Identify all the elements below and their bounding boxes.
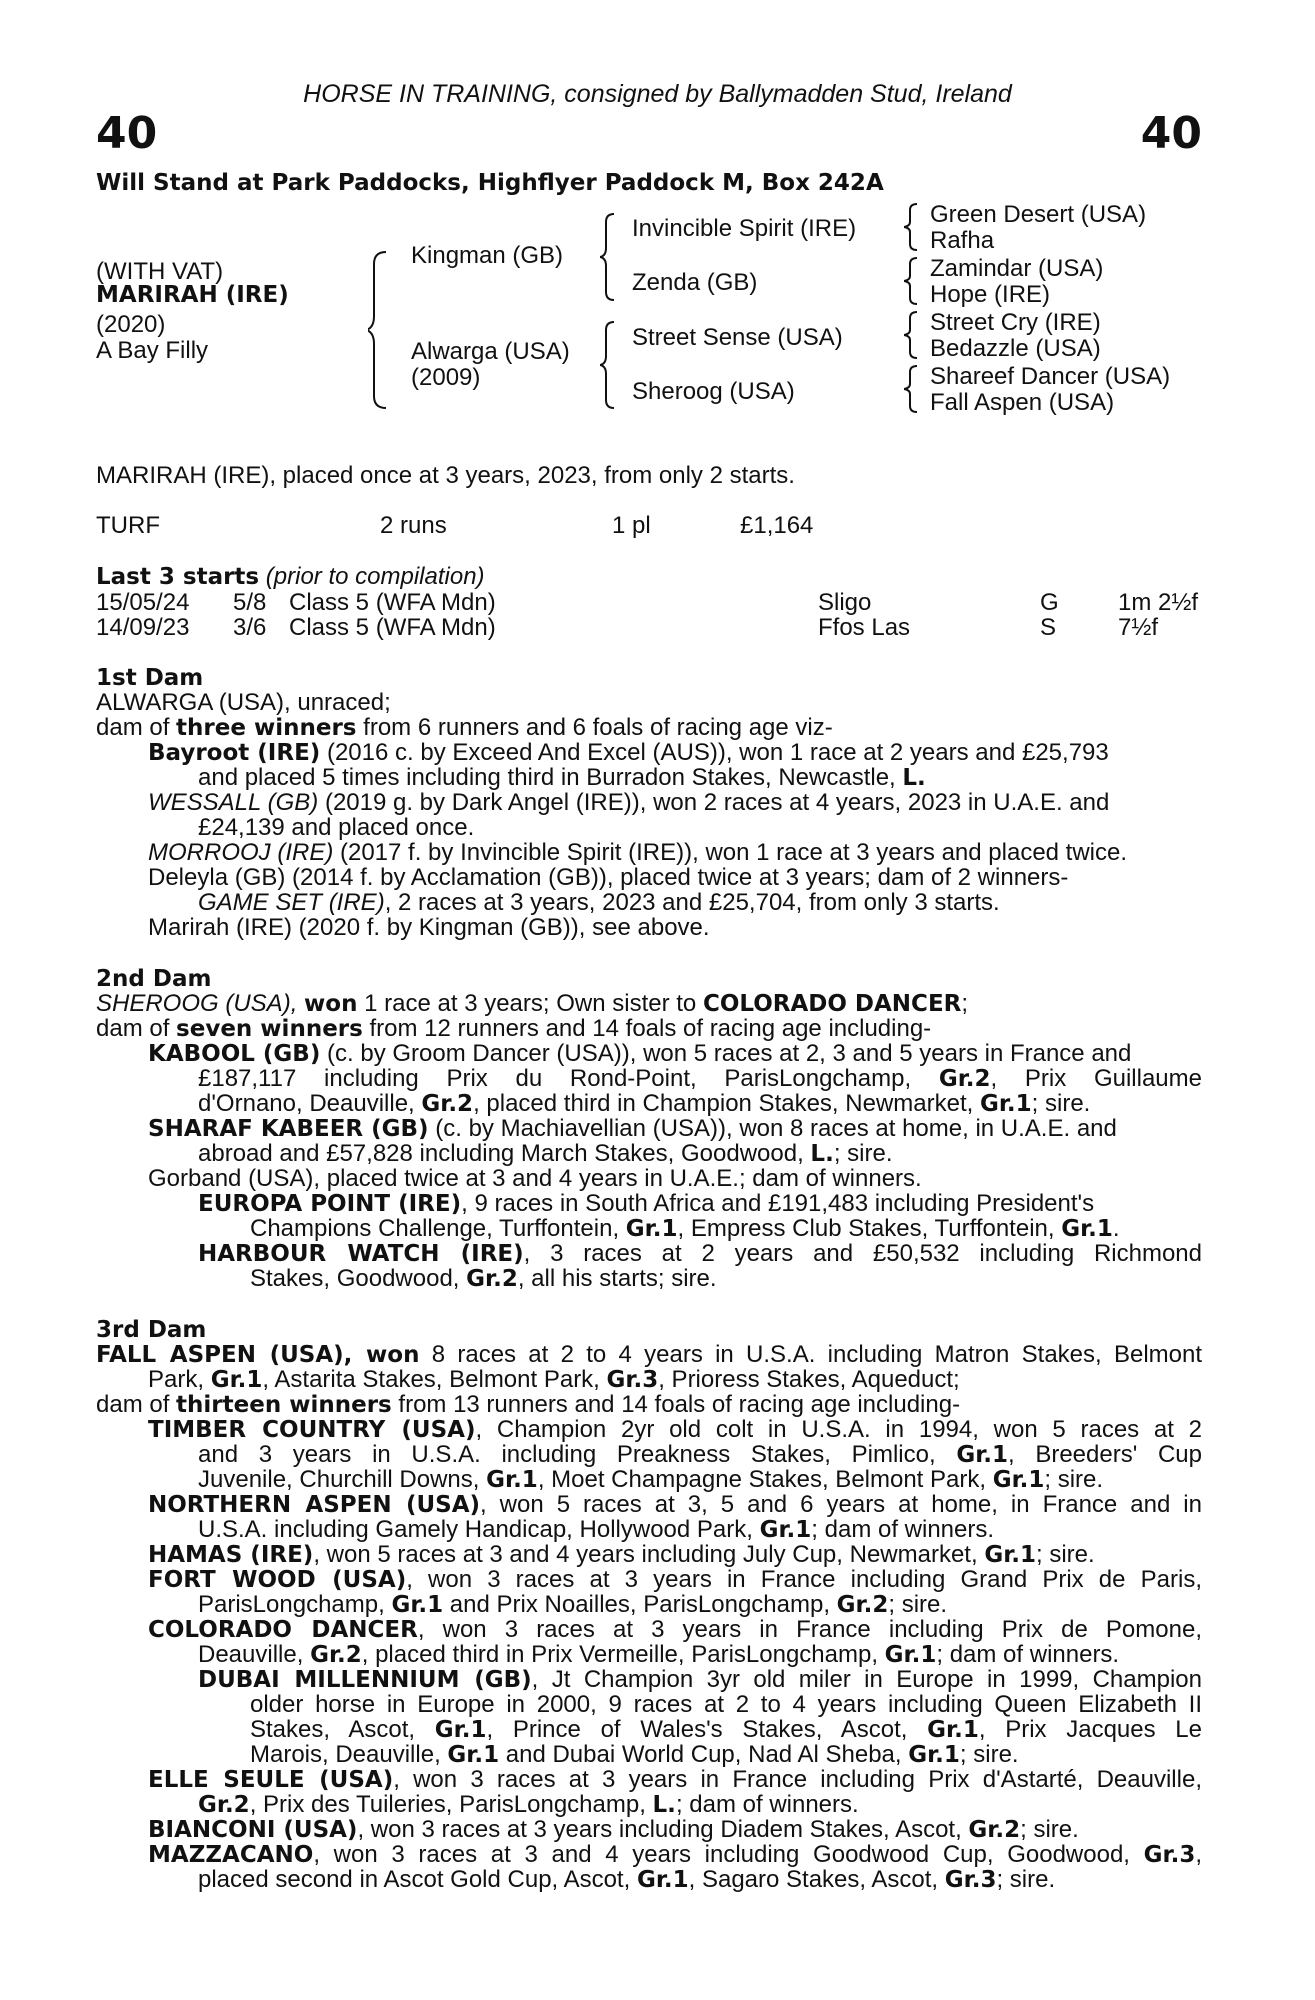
progeny-entry: NORTHERN ASPEN (USA), won 5 races at 3, 5 and 6 years at home, in France and in [148,1492,1202,1517]
start-going: S [1040,614,1057,641]
first-dam-heading: 1st Dam [96,665,204,691]
progeny-entry: WESSALL (GB) (2019 g. by Dark Angel (IRE)), won 2 races at 4 years, 2023 in U.A.E. and [148,789,1110,816]
progeny-entry: EUROPA POINT (IRE), 9 races in South Africa and £191,483 including President's [198,1190,1095,1217]
progeny-entry: Marirah (IRE) (2020 f. by Kingman (GB)), see above. [148,914,710,941]
grandparent-8: Fall Aspen (USA) [930,389,1115,416]
start-race: Class 5 (WFA Mdn) [289,589,496,616]
dam-name: Alwarga (USA) [411,338,570,365]
grandparent-1: Green Desert (USA) [930,201,1147,228]
third-dam-line: FALL ASPEN (USA), won 8 races at 2 to 4 years in U.S.A. including Matron Stakes, Belmont [96,1342,1202,1367]
dam-sire: Street Sense (USA) [632,324,843,351]
brace-g2 [904,256,920,306]
second-dam-produce-line: dam of seven winners from 12 runners and 14 foals of racing age including- [96,1015,932,1042]
pedigree-brace-main [368,250,390,410]
catalogue-subtitle: HORSE IN TRAINING, consigned by Ballymadden Stud, Ireland [303,80,1012,108]
grandparent-7: Shareef Dancer (USA) [930,363,1171,390]
dam-year: (2009) [411,364,481,391]
progeny-entry-cont: £24,139 and placed once. [198,814,475,841]
record-earnings: £1,164 [740,512,814,539]
start-course: Ffos Las [818,614,911,641]
second-dam-line: SHEROOG (USA), won 1 race at 3 years; Own sister to COLORADO DANCER; [96,990,969,1017]
sire-brace [600,212,618,302]
start-race: Class 5 (WFA Mdn) [289,614,496,641]
brace-g4 [904,364,920,414]
grandparent-5: Street Cry (IRE) [930,309,1101,336]
start-date: 15/05/24 [96,589,190,616]
dam-dam: Sheroog (USA) [632,378,795,405]
progeny-entry: DUBAI MILLENNIUM (GB), Jt Champion 3yr old miler in Europe in 1999, Champion [198,1667,1202,1692]
record-runs: 2 runs [380,512,447,539]
progeny-entry-cont: ParisLongchamp, Gr.1 and Prix Noailles, ParisLongchamp, Gr.2; sire. [198,1591,948,1618]
grandparent-3: Zamindar (USA) [930,255,1104,282]
third-dam-heading: 3rd Dam [96,1317,207,1343]
progeny-entry: KABOOL (GB) (c. by Groom Dancer (USA)), won 5 races at 2, 3 and 5 years in France and [148,1040,1132,1067]
progeny-entry-cont: Stakes, Ascot, Gr.1, Prince of Wales's Stakes, Ascot, Gr.1, Prix Jacques Le [250,1717,1202,1742]
lot-number-left: 40 [96,108,158,159]
progeny-entry-cont: abroad and £57,828 including March Stakes, Goodwood, L.; sire. [198,1140,893,1167]
last-starts-note: (prior to compilation) [265,563,485,590]
progeny-entry: MORROOJ (IRE) (2017 f. by Invincible Spirit (IRE)), won 1 race at 3 years and placed twice. [148,839,1128,866]
dam-brace [600,320,618,410]
record-surface: TURF [96,512,160,539]
progeny-entry-cont: older horse in Europe in 2000, 9 races at 2 to 4 years including Queen Elizabeth II [250,1692,1202,1717]
progeny-entry: Gorband (USA), placed twice at 3 and 4 years in U.A.E.; dam of winners. [148,1165,922,1192]
start-date: 14/09/23 [96,614,190,641]
third-dam-line-cont: Park, Gr.1, Astarita Stakes, Belmont Park, Gr.3, Prioress Stakes, Aqueduct; [148,1366,960,1393]
progeny-entry-cont: and 3 years in U.S.A. including Preakness Stakes, Pimlico, Gr.1, Breeders' Cup [198,1442,1202,1467]
progeny-entry-cont: Juvenile, Churchill Downs, Gr.1, Moet Champagne Stakes, Belmont Park, Gr.1; sire. [198,1466,1104,1493]
progeny-entry: TIMBER COUNTRY (USA), Champion 2yr old colt in U.S.A. in 1994, won 5 races at 2 [148,1417,1202,1442]
start-going: G [1040,589,1059,616]
horse-description: A Bay Filly [96,337,209,364]
first-dam-produce-line: dam of three winners from 6 runners and 6 foals of racing age viz- [96,714,833,741]
progeny-entry: ELLE SEULE (USA), won 3 races at 3 years in France including Prix d'Astarté, Deauville, [148,1767,1202,1792]
grandparent-6: Bedazzle (USA) [930,335,1101,362]
record-placings: 1 pl [612,512,651,539]
progeny-entry: COLORADO DANCER, won 3 races at 3 years in France including Prix de Pomone, [148,1617,1202,1642]
start-position: 5/8 [233,589,267,616]
progeny-entry-cont: U.S.A. including Gamely Handicap, Hollywood Park, Gr.1; dam of winners. [198,1516,995,1543]
progeny-entry: SHARAF KABEER (GB) (c. by Machiavellian (USA)), won 8 races at home, in U.A.E. and [148,1115,1117,1142]
progeny-entry: MAZZACANO, won 3 races at 3 and 4 years including Goodwood Cup, Goodwood, Gr.3, [148,1842,1202,1867]
progeny-entry: HARBOUR WATCH (IRE), 3 races at 2 years and £50,532 including Richmond [198,1241,1202,1266]
third-dam-produce-line: dam of thirteen winners from 13 runners and 14 foals of racing age including- [96,1391,961,1418]
progeny-entry-cont: Stakes, Goodwood, Gr.2, all his starts; sire. [250,1265,717,1292]
vat-note: (WITH VAT) [96,258,224,285]
horse-name: MARIRAH (IRE) [96,282,289,308]
second-dam-heading: 2nd Dam [96,966,212,992]
horse-year: (2020) [96,311,166,338]
start-distance: 7½f [1118,614,1159,641]
race-summary: MARIRAH (IRE), placed once at 3 years, 2023, from only 2 starts. [96,462,795,489]
grandparent-4: Hope (IRE) [930,281,1051,308]
lot-number-right: 40 [1140,108,1202,159]
progeny-entry: Bayroot (IRE) (2016 c. by Exceed And Excel (AUS)), won 1 race at 2 years and £25,793 [148,739,1109,766]
start-position: 3/6 [233,614,267,641]
brace-g3 [904,310,920,360]
progeny-entry-cont: £187,117 including Prix du Rond-Point, ParisLongchamp, Gr.2, Prix Guillaume [198,1066,1202,1091]
grandparent-2: Rafha [930,227,995,254]
progeny-entry-cont: Gr.2, Prix des Tuileries, ParisLongchamp, L.; dam of winners. [198,1791,859,1818]
progeny-entry-cont: placed second in Ascot Gold Cup, Ascot, Gr.1, Sagaro Stakes, Ascot, Gr.3; sire. [198,1866,1056,1893]
sire-sire: Invincible Spirit (IRE) [632,215,857,242]
sire-dam: Zenda (GB) [632,269,758,296]
last-starts-title: Last 3 starts [96,564,260,590]
stand-location: Will Stand at Park Paddocks, Highflyer Paddock M, Box 242A [96,170,884,196]
progeny-entry-cont: and placed 5 times including third in Burradon Stakes, Newcastle, L. [198,764,926,791]
progeny-entry-cont: Marois, Deauville, Gr.1 and Dubai World Cup, Nad Al Sheba, Gr.1; sire. [250,1741,1019,1768]
first-dam-line: ALWARGA (USA), unraced; [96,689,391,716]
progeny-entry: GAME SET (IRE), 2 races at 3 years, 2023 and £25,704, from only 3 starts. [198,889,1000,916]
sire-name: Kingman (GB) [411,242,564,269]
progeny-entry: HAMAS (IRE), won 5 races at 3 and 4 years including July Cup, Newmarket, Gr.1; sire. [148,1541,1095,1568]
progeny-entry: Deleyla (GB) (2014 f. by Acclamation (GB)), placed twice at 3 years; dam of 2 winners- [148,864,1069,891]
start-distance: 1m 2½f [1118,589,1199,616]
brace-g1 [904,202,920,252]
progeny-entry-cont: Deauville, Gr.2, placed third in Prix Vermeille, ParisLongchamp, Gr.1; dam of winners. [198,1641,1120,1668]
progeny-entry: BIANCONI (USA), won 3 races at 3 years including Diadem Stakes, Ascot, Gr.2; sire. [148,1816,1079,1843]
progeny-entry-cont: d'Ornano, Deauville, Gr.2, placed third in Champion Stakes, Newmarket, Gr.1; sire. [198,1090,1091,1117]
progeny-entry: FORT WOOD (USA), won 3 races at 3 years in France including Grand Prix de Paris, [148,1567,1202,1592]
start-course: Sligo [818,589,872,616]
progeny-entry-cont: Champions Challenge, Turffontein, Gr.1, Empress Club Stakes, Turffontein, Gr.1. [250,1215,1120,1242]
